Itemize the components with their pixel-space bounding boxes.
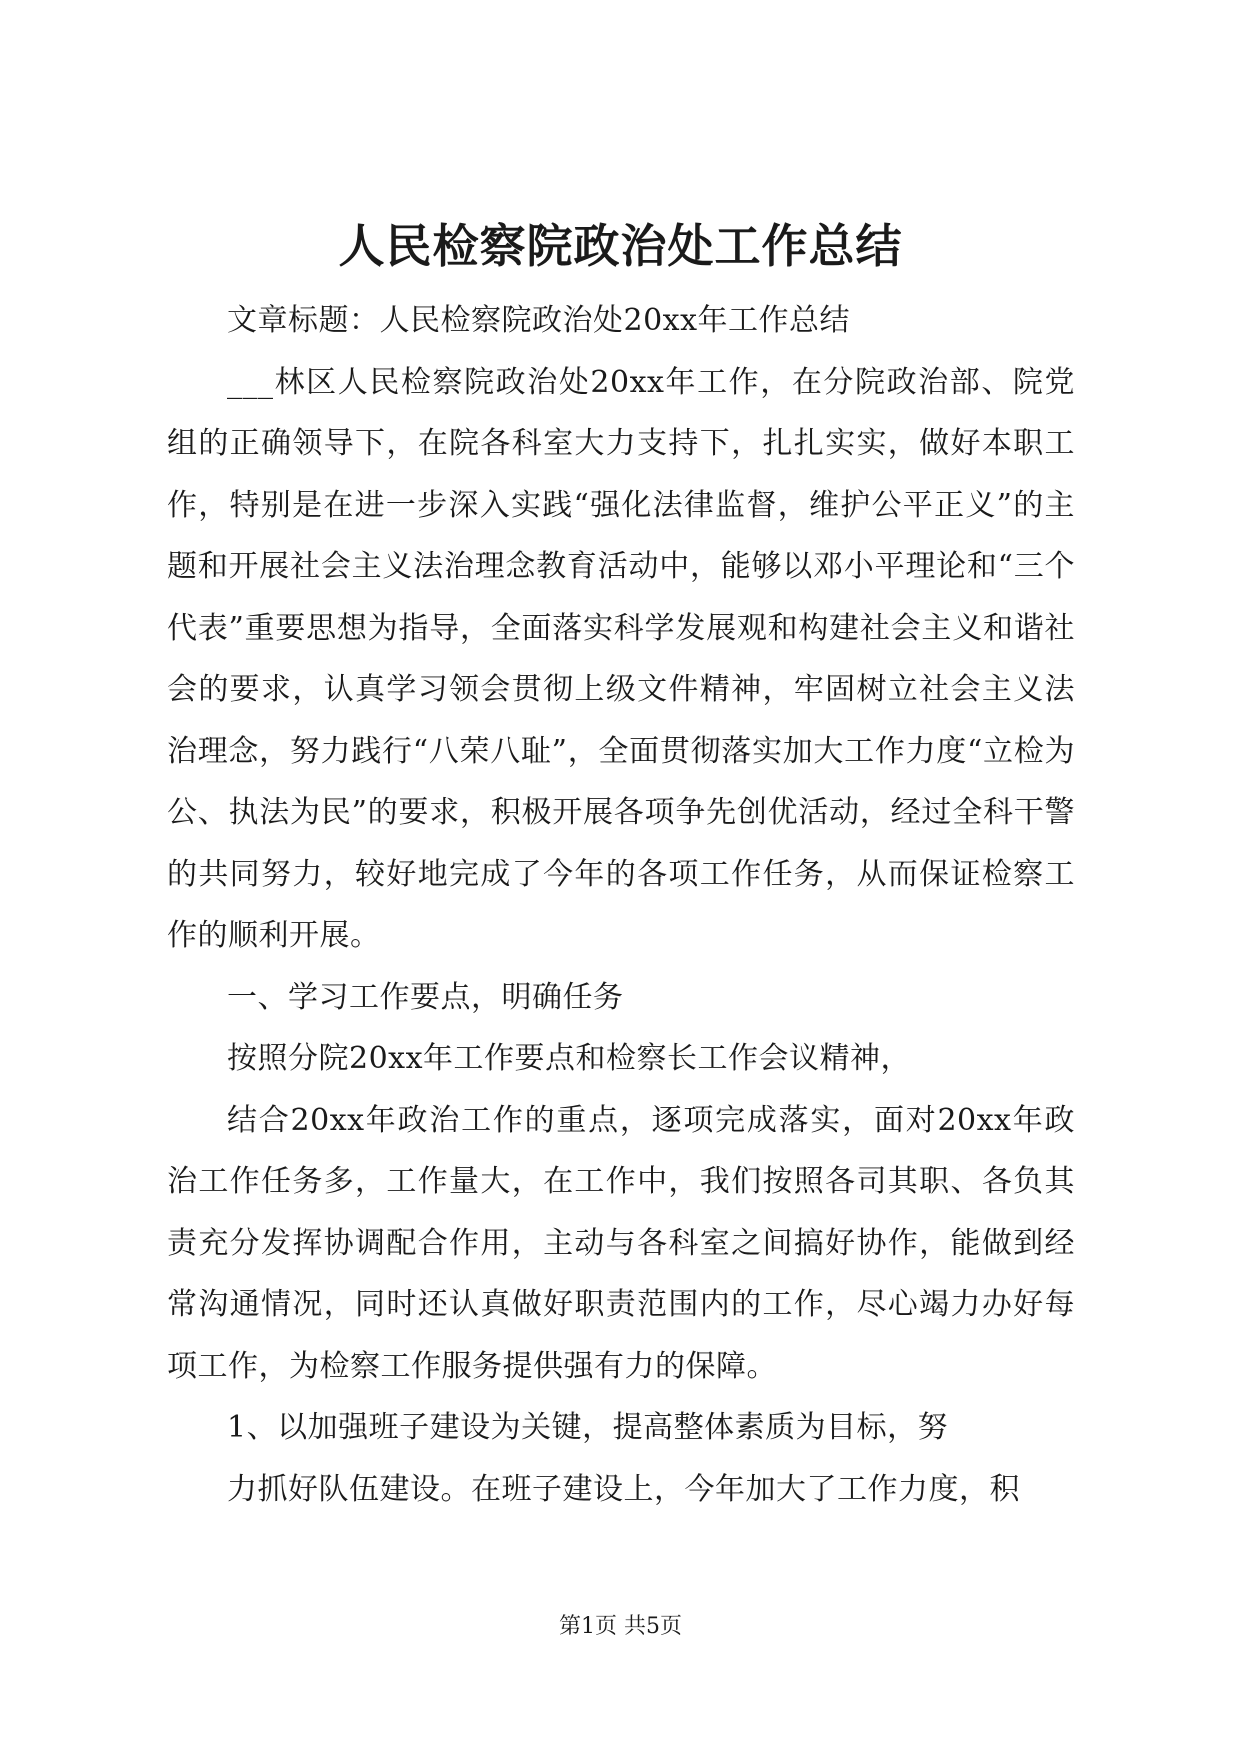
section-heading-1: 一、学习工作要点，明确任务 <box>227 979 624 1015</box>
document-body <box>167 290 1075 1520</box>
intro-paragraph: ___林区人民检察院政治处20xx年工作，在分院政治部、院党组的正确领导下，在院各科室大力支持下，扎扎实实，做好本职工作，特别是在进一步深入实践“强化法律监督，维护公平正义”的主题和开展社会主义法治理念教育活动中，能够以邓小平理论和“三个代表”重要思想为指导，全面落实科学发展观和构建社会主义和谐社会的要求，认真学习领会贯彻上级文件精神，牢固树立社会主义法治理念，努力践行“八荣八耻”，全面贯彻落实加大工作力度“立检为公、执法为民”的要求，积极开展各项争先创优活动，经过全科干警的共同努力，较好地完成了今年的各项工作任务，从而保证检察工作的顺利开展。 <box>167 364 1075 953</box>
body-paragraph: 结合20xx年政治工作的重点，逐项完成落实，面对20xx年政治工作任务多，工作量大，在工作中，我们按照各司其职、各负其责充分发挥协调配合作用，主动与各科室之间搞好协作，能做到经常沟通情况，同时还认真做好职责范围内的工作，尽心竭力办好每项工作，为检察工作服务提供强有力的保障。 <box>167 1102 1075 1384</box>
document-title: 人民检察院政治处工作总结 <box>338 219 903 273</box>
article-heading-line: 文章标题：人民检察院政治处20xx年工作总结 <box>227 303 851 338</box>
body-paragraph: 按照分院20xx年工作要点和检察长工作会议精神， <box>227 1041 912 1076</box>
body-paragraph: 力抓好队伍建设。在班子建设上，今年加大了工作力度，积 <box>227 1471 1020 1507</box>
subsection-heading-1: 1、以加强班子建设为关键，提高整体素质为目标，努 <box>227 1410 949 1445</box>
page-number-footer: 第1页 共5页 <box>559 1614 682 1639</box>
